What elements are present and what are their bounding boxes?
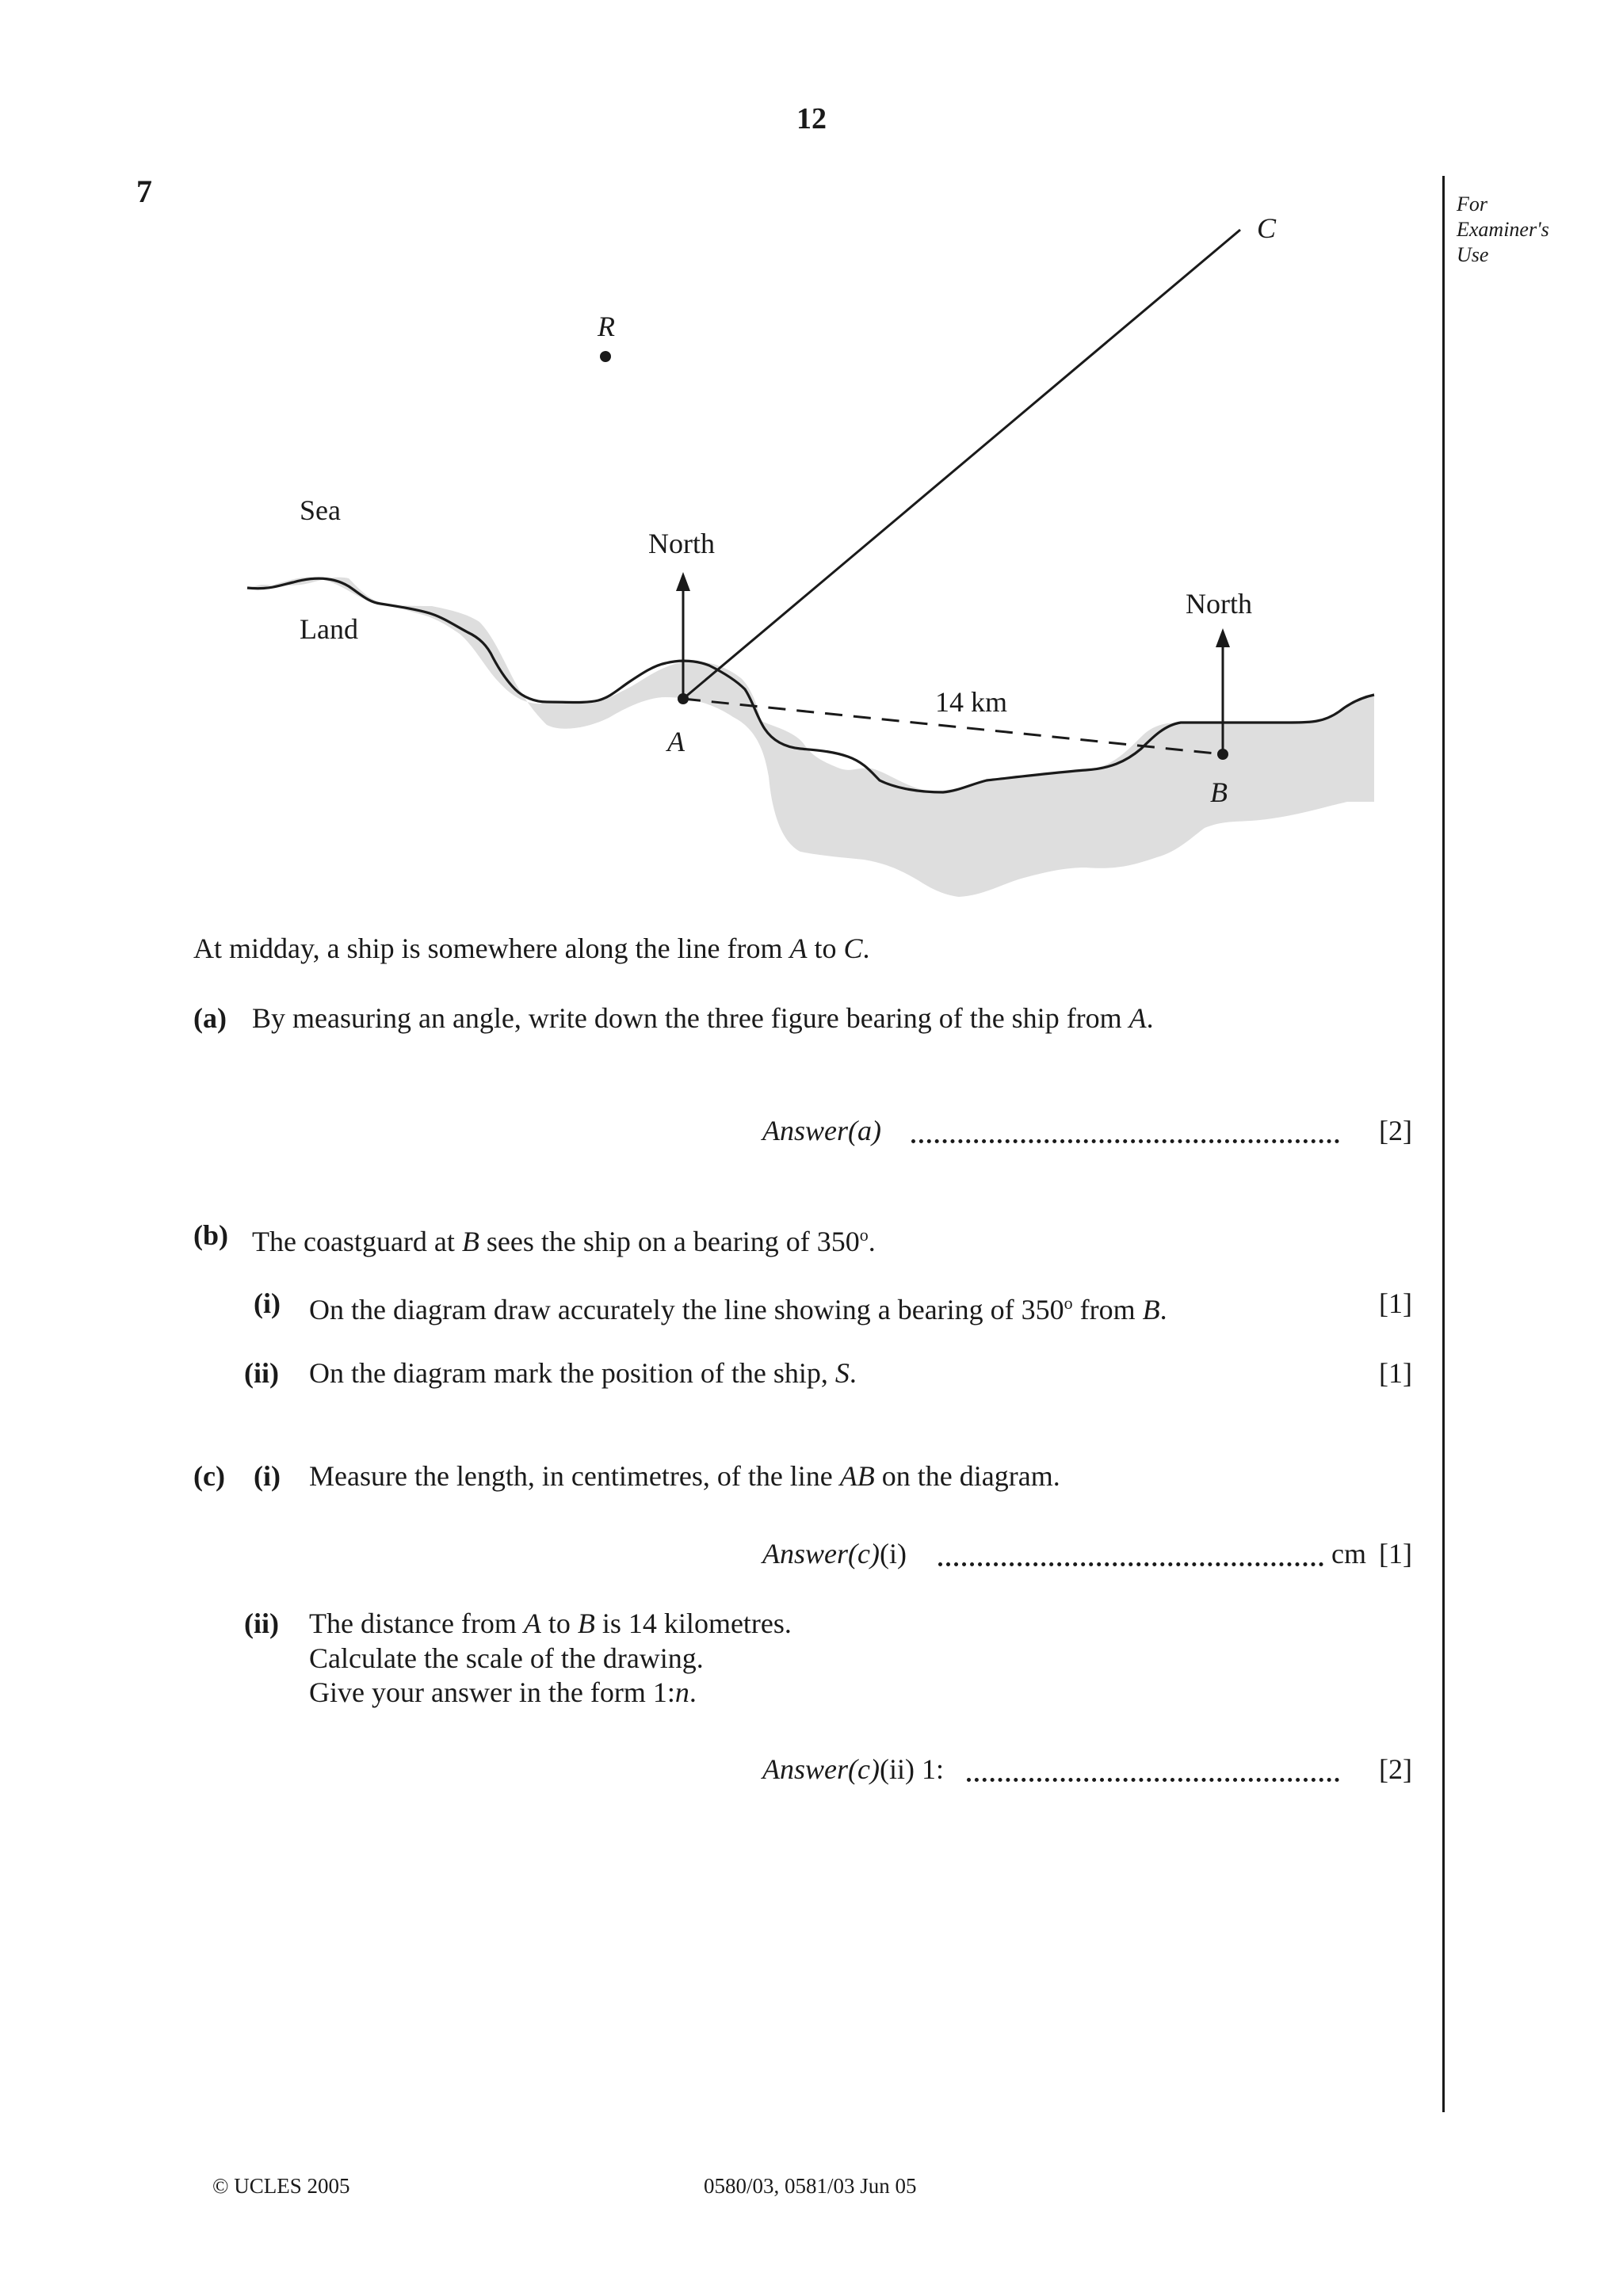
part-c-ii-line3: Give your answer in the form 1:n.: [309, 1676, 697, 1708]
point-r: [600, 351, 611, 362]
part-c-ii-label: (ii): [244, 1608, 279, 1639]
part-c-label: (c): [193, 1460, 225, 1492]
marks-c-ii: [2]: [1379, 1753, 1412, 1785]
page-number: 12: [796, 102, 827, 135]
land-area: [247, 578, 1374, 897]
marks-a: [2]: [1379, 1115, 1412, 1146]
part-c-i-label: (i): [254, 1460, 281, 1492]
answer-c-i-unit: cm: [1331, 1538, 1366, 1569]
answer-c-ii-label: Answer(c)(ii) 1:: [762, 1753, 944, 1785]
part-c-i-text: Measure the length, in centimetres, of the line AB on the diagram.: [309, 1460, 1060, 1492]
label-sea: Sea: [300, 494, 341, 526]
north-arrowhead-a: [676, 572, 690, 591]
point-b: [1217, 749, 1228, 760]
line-a-to-c: [683, 230, 1240, 699]
label-c: C: [1257, 212, 1277, 244]
label-land: Land: [300, 613, 358, 645]
answer-a-field[interactable]: [911, 1131, 1339, 1147]
part-b-label: (b): [193, 1219, 228, 1251]
marks-b-i: [1]: [1379, 1287, 1412, 1319]
examiner-line-3: Use: [1457, 243, 1489, 266]
bearing-diagram: [0, 0, 1623, 919]
label-distance: 14 km: [935, 686, 1008, 718]
part-b-ii-text: On the diagram mark the position of the ship, S.: [309, 1357, 857, 1389]
part-c-ii-line2: Calculate the scale of the drawing.: [309, 1642, 704, 1674]
question-number: 7: [136, 174, 152, 209]
label-a: A: [667, 726, 685, 757]
part-c-ii-line1: The distance from A to B is 14 kilometres.: [309, 1608, 792, 1639]
footer-copyright: © UCLES 2005: [212, 2174, 350, 2198]
part-a-label: (a): [193, 1002, 227, 1034]
answer-c-i-label: Answer(c)(i): [762, 1538, 907, 1569]
label-r: R: [598, 311, 615, 342]
answer-c-ii-field[interactable]: [967, 1770, 1339, 1786]
part-b-text: The coastguard at B sees the ship on a bearing of 350$^o$.: [252, 1225, 876, 1257]
part-b-i-label: (i): [254, 1287, 281, 1319]
part-a-text: By measuring an angle, write down the three figure bearing of the ship from A.: [252, 1002, 1154, 1034]
intro-text: At midday, a ship is somewhere along the line from A to C.: [193, 933, 870, 964]
answer-c-i-field[interactable]: [938, 1554, 1323, 1570]
marks-b-ii: [1]: [1379, 1357, 1412, 1389]
part-b-i-text: On the diagram draw accurately the line showing a bearing of 350$^o$ from B.: [309, 1293, 1167, 1325]
marks-c-i: [1]: [1379, 1538, 1412, 1569]
examiner-line-1: For: [1457, 193, 1487, 215]
part-b-ii-label: (ii): [244, 1357, 279, 1389]
footer-code: 0580/03, 0581/03 Jun 05: [704, 2174, 917, 2198]
label-north-b: North: [1186, 588, 1252, 620]
label-b: B: [1210, 776, 1228, 808]
point-a: [678, 693, 689, 704]
label-north-a: North: [648, 528, 715, 559]
north-arrowhead-b: [1216, 628, 1230, 647]
examiner-line-2: Examiner's: [1457, 218, 1549, 241]
answer-a-label: Answer(a): [762, 1115, 881, 1146]
